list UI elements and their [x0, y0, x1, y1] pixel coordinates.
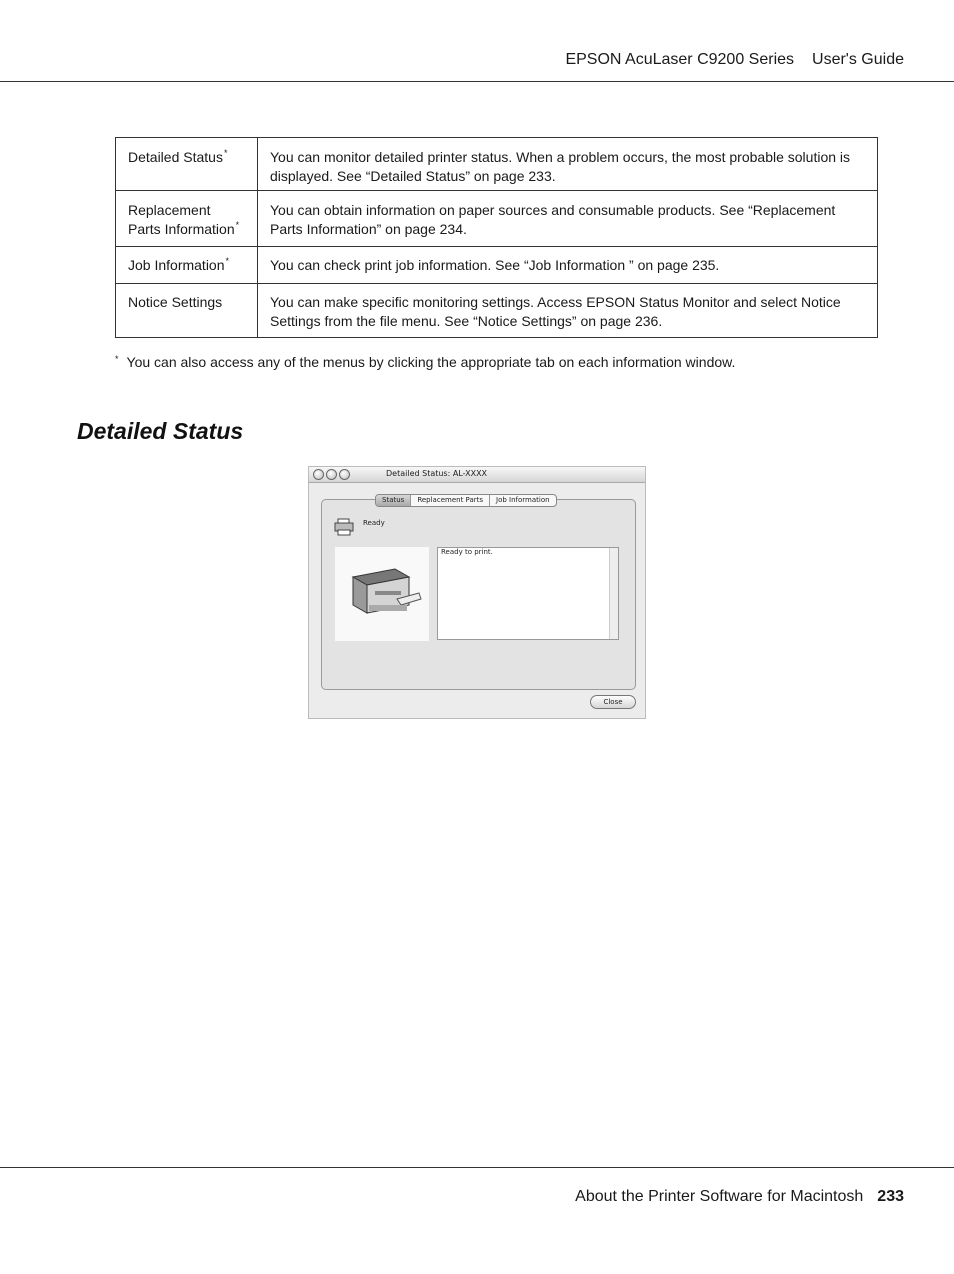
menu-description-table: [115, 137, 878, 338]
tab-replacement-parts[interactable]: Replacement Parts: [410, 495, 489, 506]
printer-icon: [335, 547, 429, 641]
footnote-mark: *: [235, 220, 240, 230]
header-guide: User's Guide: [812, 51, 904, 68]
table-row: [116, 138, 878, 191]
printer-image-panel: [335, 547, 429, 641]
close-button[interactable]: Close: [590, 695, 636, 709]
status-text: Ready: [363, 519, 385, 527]
table-desc-cell: You can obtain information on paper sources and consumable products. See “Replacement Parts Information” on page 234.: [258, 191, 878, 247]
table-term-cell: [116, 247, 258, 284]
footer-text: [575, 1188, 904, 1206]
table-term-cell: [116, 284, 258, 338]
term-notice-settings: Notice Settings: [128, 294, 223, 310]
table-footnote: [115, 354, 735, 370]
tab-status[interactable]: Status: [376, 495, 410, 506]
minimize-window-icon[interactable]: [326, 469, 337, 480]
table-row: [116, 191, 878, 247]
term-job-information: Job Information: [128, 257, 225, 273]
table-desc-cell: You can check print job information. See “Job Information ” on page 235.: [258, 247, 878, 284]
table-term-cell: [116, 191, 258, 247]
page-number: 233: [877, 1188, 904, 1205]
header-text: [565, 51, 904, 69]
window-title: Detailed Status: AL-XXXX: [386, 469, 488, 478]
term-replacement-parts: Replacement Parts Information: [128, 202, 235, 237]
table-row: [116, 247, 878, 284]
footnote-mark: *: [223, 148, 228, 158]
footer-chapter: About the Printer Software for Macintosh: [575, 1188, 864, 1205]
detailed-status-window: [308, 466, 646, 719]
table-term-cell: [116, 138, 258, 191]
page-header: [0, 0, 954, 82]
tab-job-information[interactable]: Job Information: [489, 495, 556, 506]
table-desc-cell: You can make specific monitoring settings. Access EPSON Status Monitor and select Notice Settings from the file menu. See “Notice Settings” on page 236.: [258, 284, 878, 338]
footnote-mark: *: [115, 354, 119, 364]
window-titlebar[interactable]: [309, 467, 645, 483]
tab-bar: [375, 494, 557, 507]
term-detailed-status: Detailed Status: [128, 149, 223, 165]
header-product: EPSON AcuLaser C9200 Series: [565, 51, 795, 68]
page-footer: [0, 1167, 954, 1205]
zoom-window-icon[interactable]: [339, 469, 350, 480]
message-scrollbar[interactable]: [609, 548, 618, 639]
footnote-mark: *: [225, 256, 230, 266]
footnote-text: You can also access any of the menus by clicking the appropriate tab on each information window.: [126, 354, 736, 370]
table-desc-cell: You can monitor detailed printer status. When a problem occurs, the most probable solution is displayed. See “Detailed Status” on page 233.: [258, 138, 878, 191]
printer-status-icon: [334, 518, 354, 536]
table-row: [116, 284, 878, 338]
section-title: Detailed Status: [77, 418, 244, 444]
status-message-box: [437, 547, 619, 640]
close-window-icon[interactable]: [313, 469, 324, 480]
status-message: Ready to print.: [441, 548, 493, 556]
